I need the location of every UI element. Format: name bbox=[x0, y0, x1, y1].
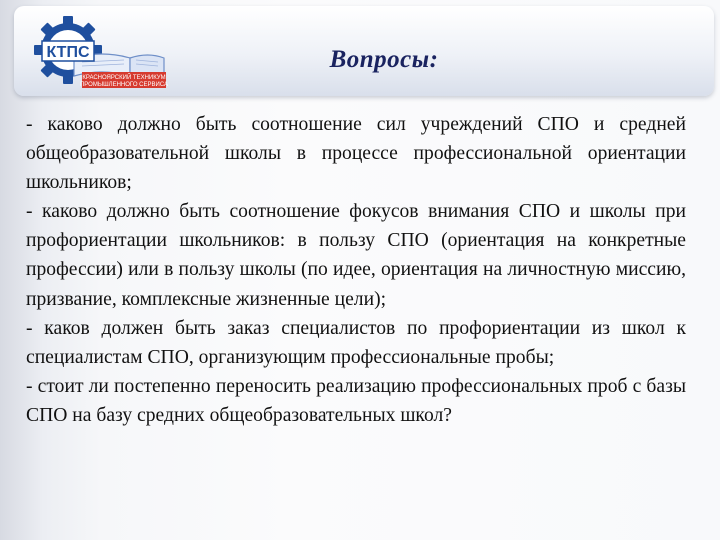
gear-book-logo-icon bbox=[30, 14, 170, 96]
page-title: Вопросы: bbox=[329, 46, 439, 73]
logo-line1: КРАСНОЯРСКИЙ ТЕХНИКУМ bbox=[82, 75, 166, 81]
college-logo bbox=[30, 14, 170, 96]
question-item: - каков должен быть заказ специалистов по профориентации из школ к специалистам СПО, организующим профессиональные пробы; bbox=[26, 317, 686, 368]
questions-text bbox=[26, 110, 686, 430]
logo-line2: ПРОМЫШЛЕННОГО СЕРВИСА bbox=[79, 82, 169, 88]
question-item: - стоит ли постепенно переносить реализацию профессиональных проб с базы СПО на базу средних общеобразовательных школ? bbox=[26, 375, 686, 426]
logo-abbr: КТПС bbox=[46, 44, 90, 61]
header-band bbox=[14, 6, 714, 96]
question-item: - каково должно быть соотношение сил учреждений СПО и средней общеобразовательной школы в процессе профессиональной ориентации школьников; bbox=[26, 114, 686, 194]
question-item: - каково должно быть соотношение фокусов внимания СПО и школы при профориентации школьников: в пользу СПО (ориентация на конкретные профессии) или в пользу школы (по идее, ориентация на личностную миссию, призвание, комплексные жизненные цели); bbox=[26, 201, 686, 310]
